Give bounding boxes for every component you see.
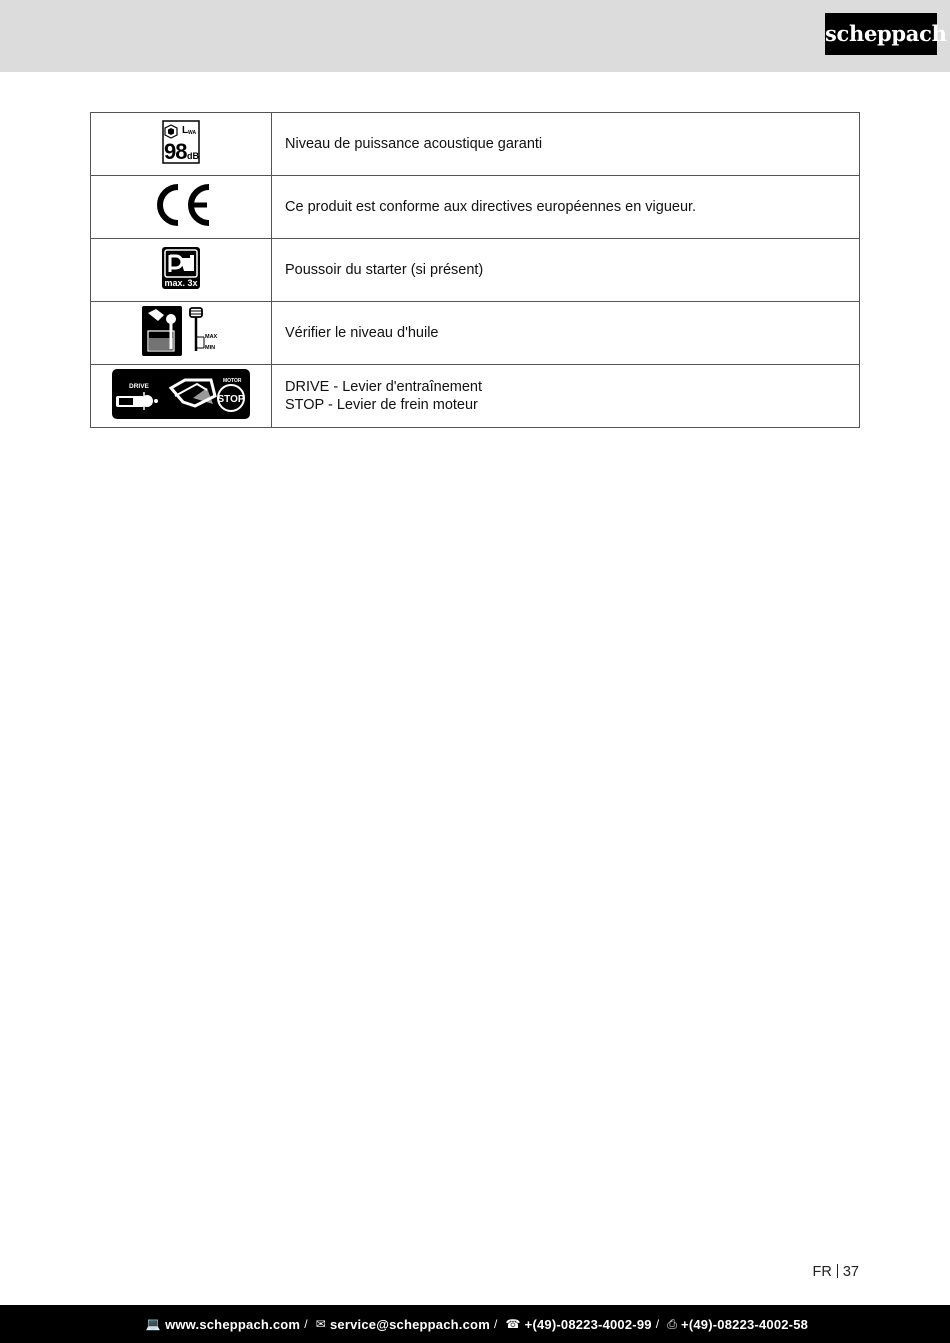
computer-icon: 💻 bbox=[145, 1317, 162, 1331]
footer-fax: +(49)-08223-4002-58 bbox=[681, 1316, 809, 1332]
footer-email[interactable]: service@scheppach.com bbox=[330, 1316, 490, 1332]
drive-line: DRIVE - Levier d'entraînement bbox=[285, 379, 482, 395]
page-num: 37 bbox=[842, 1264, 859, 1280]
fax-icon: ⎙ bbox=[667, 1316, 678, 1331]
db-value: 98 bbox=[164, 138, 187, 164]
oil-level-icon bbox=[141, 305, 221, 357]
symbol-table bbox=[90, 112, 860, 428]
drive-stop-lever-icon bbox=[111, 368, 251, 420]
brand-logo: scheppach bbox=[825, 13, 937, 55]
footer-sep: / bbox=[493, 1317, 498, 1331]
footer-web[interactable]: www.scheppach.com bbox=[165, 1316, 301, 1332]
description-cell: Ce produit est conforme aux directives européennes en vigueur. bbox=[272, 176, 860, 239]
motor-label: MOTOR bbox=[223, 377, 242, 384]
table-row bbox=[91, 176, 860, 239]
stop-label: STOP bbox=[217, 393, 245, 405]
oil-max-label: MAX bbox=[205, 333, 218, 340]
icon-cell bbox=[91, 302, 272, 365]
description-cell bbox=[272, 365, 860, 428]
drive-label: DRIVE bbox=[129, 382, 149, 390]
icon-cell bbox=[91, 239, 272, 302]
icon-cell bbox=[91, 113, 272, 176]
lwa-sub: WA bbox=[188, 129, 197, 136]
icon-cell bbox=[91, 365, 272, 428]
ce-mark-icon bbox=[149, 183, 213, 227]
footer-sep: / bbox=[304, 1317, 308, 1331]
stop-line: STOP - Levier de frein moteur bbox=[285, 397, 478, 413]
description-cell: Vérifier le niveau d'huile bbox=[272, 302, 860, 365]
footer-phone: +(49)-08223-4002-99 bbox=[524, 1316, 652, 1332]
page-separator bbox=[837, 1264, 838, 1278]
sound-power-icon bbox=[162, 120, 200, 164]
db-unit: dB bbox=[187, 150, 199, 161]
primer-max-label: max. 3x bbox=[164, 277, 198, 288]
primer-button-icon bbox=[161, 246, 201, 290]
table-row bbox=[91, 302, 860, 365]
oil-min-label: MIN bbox=[205, 344, 216, 351]
page-lang: FR bbox=[812, 1264, 832, 1280]
description-cell: Niveau de puissance acoustique garanti bbox=[272, 113, 860, 176]
icon-cell bbox=[91, 176, 272, 239]
table-row bbox=[91, 113, 860, 176]
header-band bbox=[0, 0, 950, 72]
footer bbox=[0, 1305, 950, 1343]
footer-sep: / bbox=[655, 1317, 660, 1331]
phone-icon: ☎ bbox=[505, 1317, 521, 1331]
table-row bbox=[91, 365, 860, 428]
page-number bbox=[813, 1264, 859, 1280]
lwa-label: L bbox=[182, 124, 189, 136]
table-row bbox=[91, 239, 860, 302]
email-icon: ✉ bbox=[315, 1317, 326, 1331]
description-cell: Poussoir du starter (si présent) bbox=[272, 239, 860, 302]
